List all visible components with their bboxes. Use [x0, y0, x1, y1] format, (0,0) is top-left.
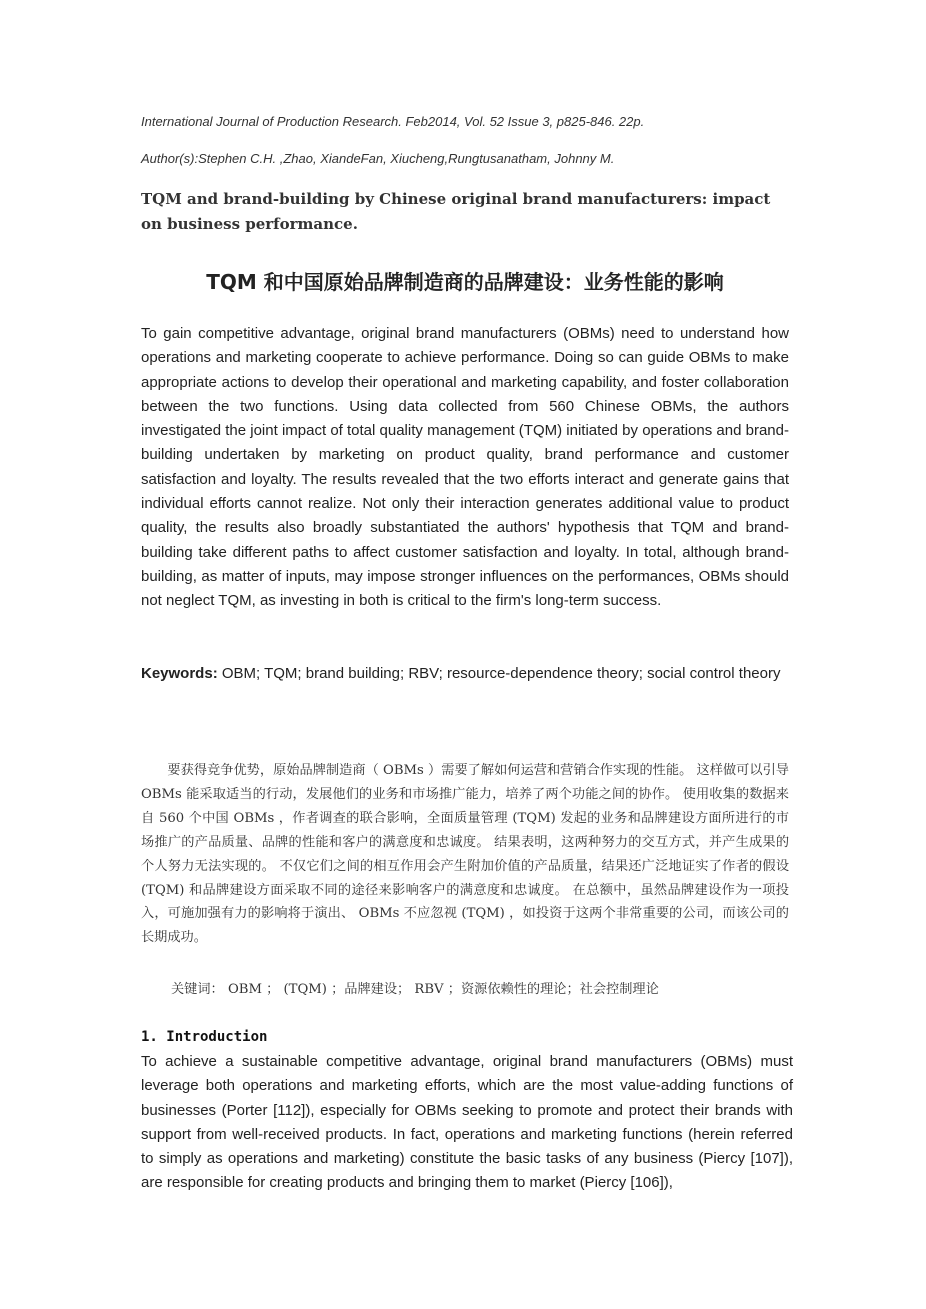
keywords-list: OBM; TQM; brand building; RBV; resource-dependence theory; social control theory — [217, 665, 781, 682]
section-heading-introduction: 1. Introduction — [141, 1029, 268, 1045]
journal-citation: International Journal of Production Research. Feb2014, Vol. 52 Issue 3, p825-846. 22p. — [141, 114, 645, 129]
abstract-english: To gain competitive advantage, original brand manufacturers (OBMs) need to understand how operations and marketing cooperate to achieve performance. Doing so can guide OBMs to make appropriate actions to develop their operational and marketing capability, and foster collaboration between the two functions. Using data collected from 560 Chinese OBMs, the authors investigated the joint impact of total quality management (TQM) initiated by operations and brand-building undertaken by marketing on product quality, brand performance and customer satisfaction and loyalty. The results revealed that the two efforts interact and generate gains that individual efforts cannot realize. Not only their interaction generates additional value to product quality, the results also broadly substantiated the authors' hypothesis that TQM and brand-building take different paths to affect customer satisfaction and loyalty. In total, although brand-building, as matter of inputs, may impose stronger influences on the performances, OBMs should not neglect TQM, as investing in both is critical to the firm's long-term success. — [141, 325, 789, 610]
paper-title-english: TQM and brand-building by Chinese original brand manufacturers: impact on business performance. — [141, 190, 771, 233]
paper-title-chinese: TQM 和中国原始品牌制造商的品牌建设：业务性能的影响 — [206, 270, 724, 294]
abstract-chinese: 要获得竞争优势，原始品牌制造商（ OBMs ）需要了解如何运营和营销合作实现的性能。 这样做可以引导 OBMs 能采取适当的行动，发展他们的业务和市场推广能力，培养了两个功能之间的协作。 使用收集的数据来自 560 个中国 OBMs ，作者调查的联合影响，全面质量管理 (TQM) 发起的业务和品牌建设方面所进行的市场推广的产品质量、品牌的性能和客户的满意度和忠诚度。 结果表明，这两种努力的交互方式，并产生成果的个人努力无法实现的。 不仅它们之间的相互作用会产生附加价值的产品质量，结果还广泛地证实了作者的假设 (TQM) 和品牌建设方面采取不同的途径来影响客户的满意度和忠诚度。 在总额中，虽然品牌建设作为一项投入，可施加强有力的影响将于演出、 OBMs 不应忽视 (TQM) ，如投资于这两个非常重要的公司，而该公司的长期成功。 — [141, 763, 789, 946]
author-list: Author(s):Stephen C.H. ,Zhao, XiandeFan, Xiucheng,Rungtusanatham, Johnny M. — [141, 151, 615, 166]
keywords-label: Keywords: — [141, 665, 218, 682]
keywords-chinese: 关键词： OBM ； (TQM) ；品牌建设； RBV ；资源依赖性的理论；社会控制理论 — [171, 982, 659, 997]
keywords-english — [141, 662, 789, 686]
introduction-paragraph: To achieve a sustainable competitive advantage, original brand manufacturers (OBMs) must leverage both operations and marketing efforts, which are the most value-adding functions of businesses (Porter [112]), especially for OBMs seeking to promote and protect their brands with support from well-received products. In fact, operations and marketing functions (herein referred to simply as operations and marketing) constitute the basic tasks of any business (Piercy [107]), are responsible for creating products and bringing them to market (Piercy [106]), — [141, 1053, 793, 1192]
